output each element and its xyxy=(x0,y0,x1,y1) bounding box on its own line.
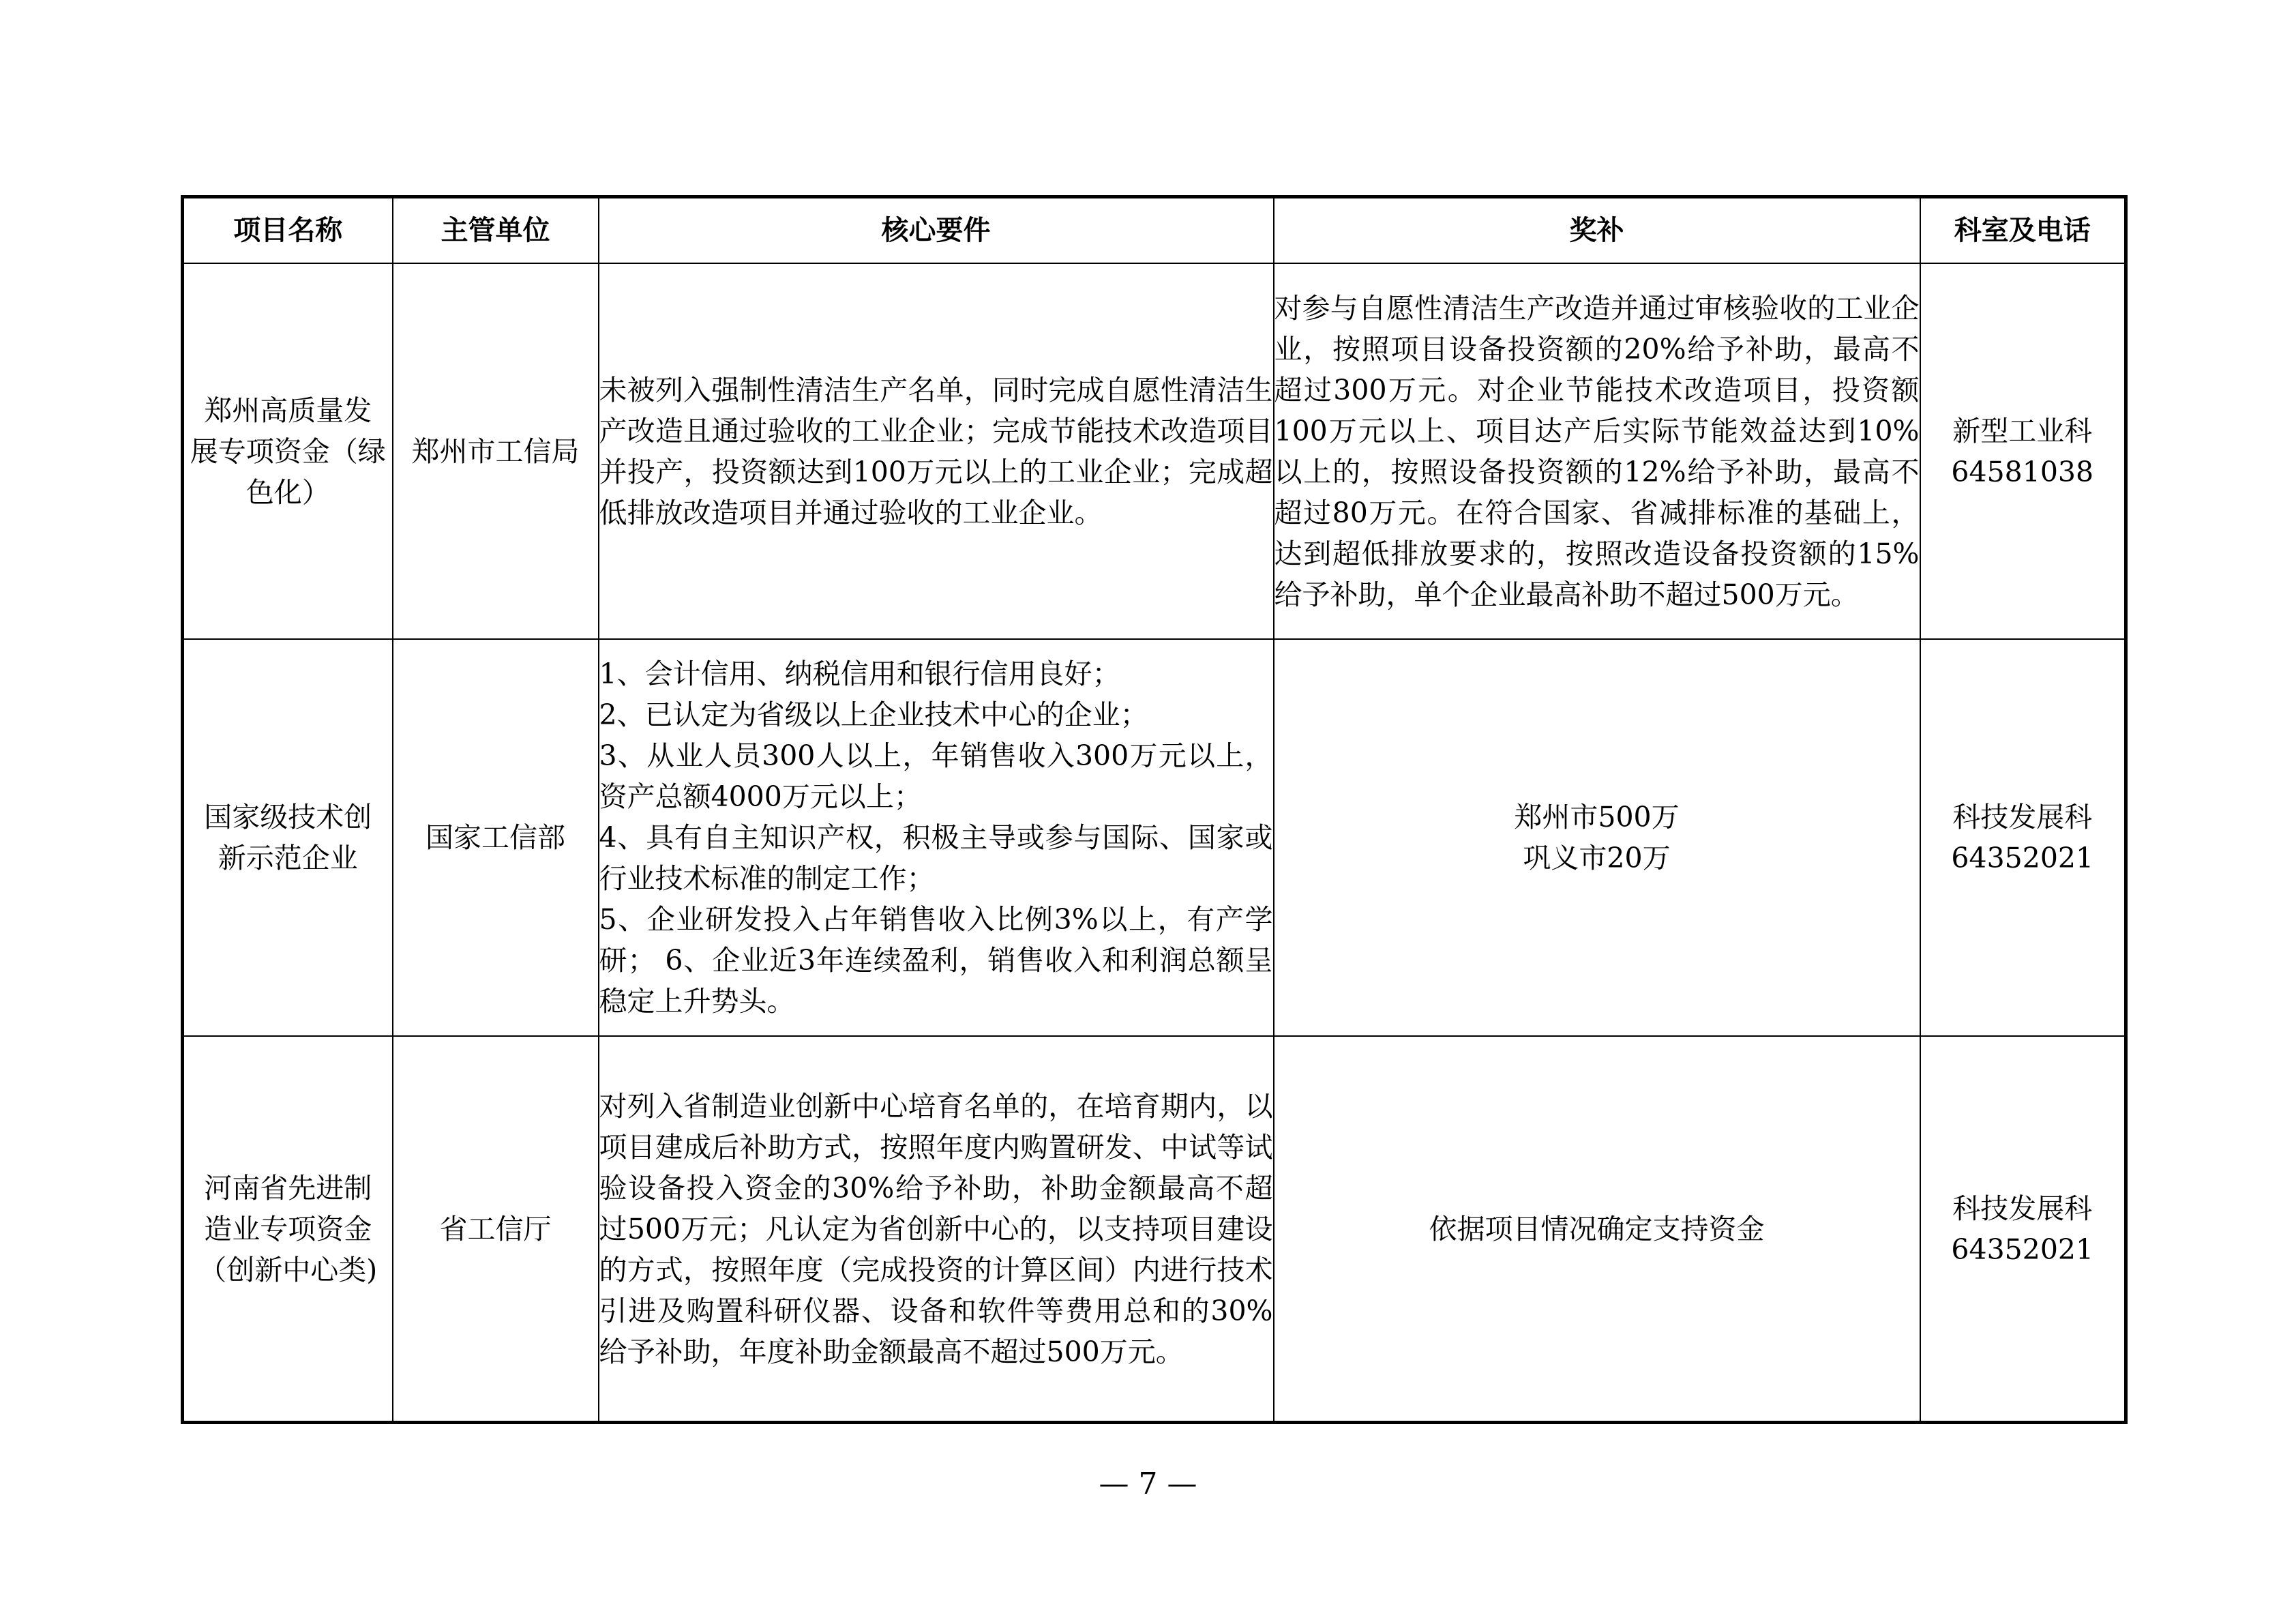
header-unit: 主管单位 xyxy=(393,197,599,264)
requirement-item: 5、企业研发投入占年销售收入比例3%以上，有产学研； 6、企业近3年连续盈利，销售收入和利润总额呈稳定上升势头。 xyxy=(599,903,1273,1018)
requirements-text: 对列入省制造业创新中心培育名单的，在培育期内，以项目建成后补助方式，按照年度内购置研发、中试等试验设备投入资金的30%给予补助，补助金额最高不超过500万元；凡认定为省创新中心的，以支持项目建设的方式，按照年度（完成投资的计算区间）内进行技术引进及购置科研仪器、设备和软件等费用总和的30%给予补助，年度补助金额最高不超过500万元。 xyxy=(599,1089,1273,1368)
reward-cell xyxy=(1274,263,1920,639)
header-reward: 奖补 xyxy=(1274,197,1920,264)
reward-cell xyxy=(1274,639,1920,1036)
header-project-name: 项目名称 xyxy=(183,197,393,264)
project-name-cell xyxy=(183,263,393,639)
project-name-line: 国家级技术创 xyxy=(204,801,372,833)
contact-dept: 科技发展科 xyxy=(1952,1192,2093,1225)
page-number: — 7 — xyxy=(1099,1466,1197,1501)
reward-cell: 依据项目情况确定支持资金 xyxy=(1274,1036,1920,1423)
project-name-cell xyxy=(183,639,393,1036)
unit-cell: 省工信厅 xyxy=(393,1036,599,1423)
requirement-item: 2、已认定为省级以上企业技术中心的企业； xyxy=(599,698,1148,731)
table-row xyxy=(183,1036,2126,1423)
header-contact: 科室及电话 xyxy=(1920,197,2126,264)
project-name-cell xyxy=(183,1036,393,1423)
requirements-cell xyxy=(599,1036,1274,1423)
requirement-item: 1、会计信用、纳税信用和银行信用良好； xyxy=(599,658,1120,690)
contact-phone: 64352021 xyxy=(1951,842,2094,874)
reward-text: 对参与自愿性清洁生产改造并通过审核验收的工业企业，按照项目设备投资额的20%给予补助，最高不超过300万元。对企业节能技术改造项目，投资额100万元以上、项目达产后实际节能效益达到10%以上的，按照设备投资额的12%给予补助，最高不超过80万元。在符合国家、省减排标准的基础上，达到超低排放要求的，按照改造设备投资额的15%给予补助，单个企业最高补助不超过500万元。 xyxy=(1274,291,1920,611)
requirement-item: 3、从业人员300人以上，年销售收入300万元以上，资产总额4000万元以上； xyxy=(599,739,1273,813)
contact-cell xyxy=(1920,639,2126,1036)
unit-cell: 郑州市工信局 xyxy=(393,263,599,639)
project-name-line: 色化） xyxy=(245,475,330,509)
requirements-cell xyxy=(599,639,1274,1036)
contact-cell xyxy=(1920,263,2126,639)
unit-cell: 国家工信部 xyxy=(393,639,599,1036)
requirements-cell xyxy=(599,263,1274,639)
project-name-line: 郑州高质量发 xyxy=(204,394,372,427)
contact-cell xyxy=(1920,1036,2126,1423)
table-header-row xyxy=(183,197,2126,264)
project-name-line: 新示范企业 xyxy=(218,842,358,874)
requirement-item: 4、具有自主知识产权，积极主导或参与国际、国家或行业技术标准的制定工作； xyxy=(599,821,1273,895)
project-name-line: 造业专项资金 xyxy=(204,1212,372,1245)
requirements-text: 未被列入强制性清洁生产名单，同时完成自愿性清洁生产改造且通过验收的工业企业；完成节能技术改造项目并投产，投资额达到100万元以上的工业企业；完成超低排放改造项目并通过验收的工业企业。 xyxy=(599,373,1273,529)
contact-dept: 新型工业科 xyxy=(1952,414,2093,447)
reward-line: 巩义市20万 xyxy=(1523,842,1671,874)
reward-line: 郑州市500万 xyxy=(1514,801,1680,833)
projects-table xyxy=(181,195,2128,1424)
project-name-line: （创新中心类) xyxy=(198,1253,378,1286)
project-name-line: 河南省先进制 xyxy=(204,1171,372,1205)
contact-phone: 64352021 xyxy=(1951,1232,2094,1266)
contact-dept: 科技发展科 xyxy=(1952,801,2093,833)
project-name-line: 展专项资金（绿 xyxy=(190,434,386,468)
table-row xyxy=(183,639,2126,1036)
header-requirements: 核心要件 xyxy=(599,197,1274,264)
table-row xyxy=(183,263,2126,639)
contact-phone: 64581038 xyxy=(1951,455,2094,488)
